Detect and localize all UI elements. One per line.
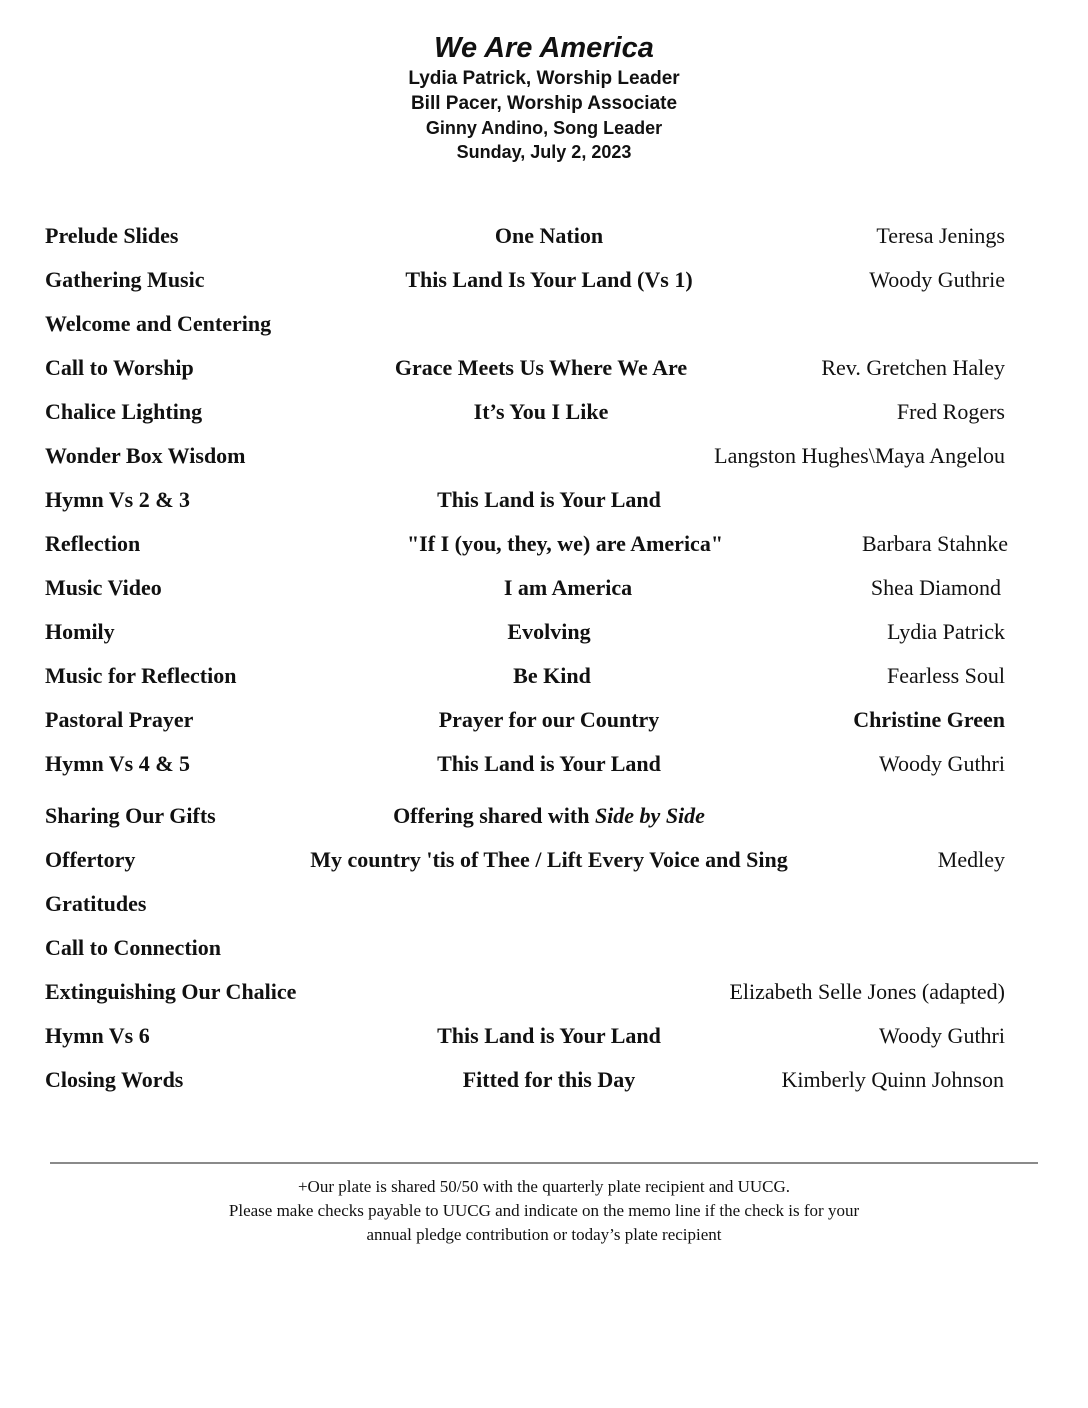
piece-source: Elizabeth Selle Jones (adapted): [729, 979, 1005, 1004]
worship-associate: Bill Pacer, Worship Associate: [410, 93, 678, 114]
piece-source: Woody Guthri: [879, 1023, 1005, 1048]
service-row: [0, 698, 1088, 742]
item-name: Call to Connection: [45, 935, 221, 960]
service-date: Sunday, July 2, 2023: [456, 142, 632, 162]
piece-title: This Land Is Your Land (Vs 1): [405, 267, 693, 292]
piece-title: This Land is Your Land: [437, 487, 661, 512]
piece-source: Shea Diamond: [870, 575, 1001, 600]
item-name: Wonder Box Wisdom: [45, 443, 246, 468]
item-name: Reflection: [45, 531, 141, 556]
service-row: [0, 302, 1088, 346]
service-row: [0, 434, 1088, 478]
service-row: [0, 390, 1088, 434]
footer-divider: [50, 1162, 1038, 1164]
service-row: [0, 970, 1088, 1014]
service-row: [0, 882, 1088, 926]
piece-title: Grace Meets Us Where We Are: [394, 355, 688, 380]
piece-title: This Land is Your Land: [437, 751, 661, 776]
service-row: [0, 214, 1088, 258]
piece-title: [393, 802, 705, 830]
piece-source: Langston Hughes\Maya Angelou: [714, 443, 1005, 468]
service-row: [0, 838, 1088, 882]
item-name: Hymn Vs 6: [45, 1023, 150, 1048]
order-of-service: [0, 214, 1088, 1102]
service-row: [0, 478, 1088, 522]
piece-source: Fearless Soul: [887, 663, 1005, 688]
service-title: We Are America: [434, 32, 654, 64]
piece-title: Fitted for this Day: [462, 1067, 636, 1092]
bulletin-header: [0, 30, 1088, 164]
piece-title: I am America: [503, 575, 633, 600]
service-row: [0, 522, 1088, 566]
piece-title: "If I (you, they, we) are America": [406, 531, 724, 556]
plate-note-line: annual pledge contribution or today’s plate recipient: [366, 1225, 722, 1244]
plate-note-line: Please make checks payable to UUCG and indicate on the memo line if the check is for your: [228, 1201, 860, 1220]
item-name: Prelude Slides: [45, 223, 179, 248]
piece-title-text: Offering shared with: [393, 803, 595, 828]
worship-leader: Lydia Patrick, Worship Leader: [408, 68, 680, 89]
item-name: Homily: [45, 619, 115, 644]
offering-recipient: Side by Side: [594, 803, 705, 828]
piece-title: It’s You I Like: [473, 399, 609, 424]
item-name: Chalice Lighting: [45, 399, 203, 424]
plate-note: [0, 1175, 1088, 1247]
piece-title: My country 'tis of Thee / Lift Every Voice and Sing: [310, 847, 788, 872]
service-row: [0, 346, 1088, 390]
song-leader: Ginny Andino, Song Leader: [425, 118, 663, 138]
piece-source: Rev. Gretchen Haley: [821, 355, 1005, 380]
piece-title: This Land is Your Land: [437, 1023, 661, 1048]
service-row: [0, 654, 1088, 698]
item-name: Closing Words: [45, 1067, 184, 1092]
piece-source: Woody Guthri: [879, 751, 1005, 776]
item-name: Gratitudes: [45, 891, 147, 916]
piece-source: Barbara Stahnke: [862, 531, 1008, 556]
piece-source: Fred Rogers: [896, 399, 1005, 424]
service-row: [0, 742, 1088, 786]
item-name: Sharing Our Gifts: [45, 803, 216, 828]
item-name: Extinguishing Our Chalice: [45, 979, 297, 1004]
service-row: [0, 1014, 1088, 1058]
item-name: Pastoral Prayer: [45, 707, 194, 732]
item-name: Offertory: [45, 847, 136, 872]
piece-title: Prayer for our Country: [438, 707, 660, 732]
piece-title: Evolving: [507, 619, 591, 644]
piece-source: Christine Green: [853, 707, 1005, 732]
item-name: Hymn Vs 2 & 3: [45, 487, 191, 512]
piece-source: Woody Guthrie: [869, 267, 1005, 292]
item-name: Music Video: [45, 575, 162, 600]
piece-source: Teresa Jenings: [876, 223, 1005, 248]
item-name: Call to Worship: [45, 355, 194, 380]
item-name: Hymn Vs 4 & 5: [45, 751, 191, 776]
plate-note-line: +Our plate is shared 50/50 with the quarterly plate recipient and UUCG.: [297, 1177, 791, 1196]
piece-title: One Nation: [494, 223, 604, 248]
service-row: [0, 610, 1088, 654]
piece-source: Kimberly Quinn Johnson: [781, 1067, 1004, 1092]
item-name: Gathering Music: [45, 267, 205, 292]
item-name: Music for Reflection: [45, 663, 237, 688]
piece-source: Medley: [937, 847, 1005, 872]
service-row: [0, 566, 1088, 610]
item-name: Welcome and Centering: [45, 311, 272, 336]
service-row: [0, 1058, 1088, 1102]
service-row: [0, 786, 1088, 838]
service-row: [0, 258, 1088, 302]
service-row: [0, 926, 1088, 970]
piece-source: Lydia Patrick: [887, 619, 1005, 644]
piece-title: Be Kind: [513, 663, 591, 688]
